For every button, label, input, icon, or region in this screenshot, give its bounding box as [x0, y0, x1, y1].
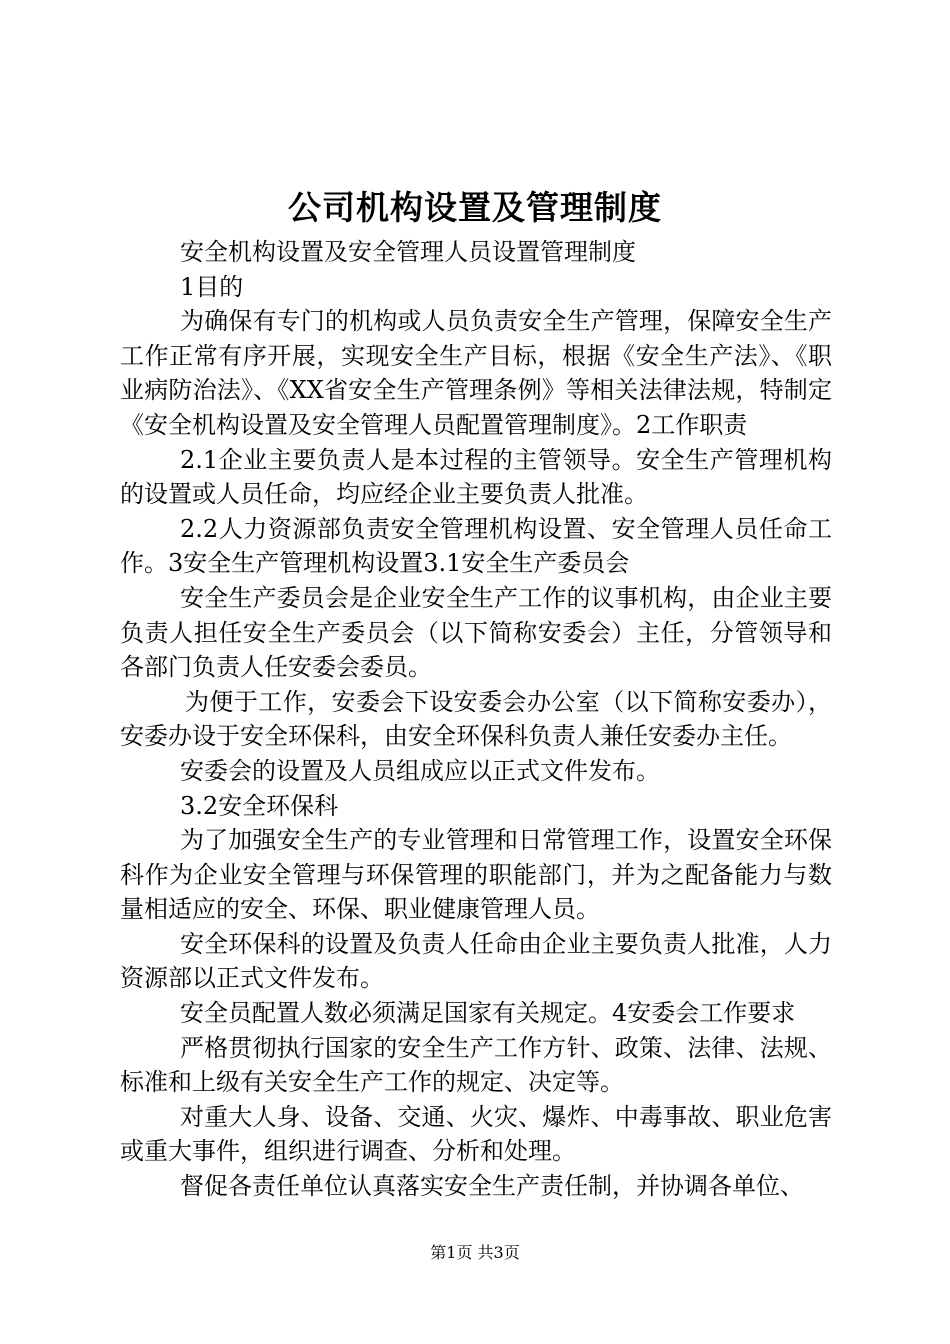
paragraph-section-3-2-heading: 3.2安全环保科	[180, 791, 339, 820]
page-footer: 第1页 共3页	[430, 1243, 520, 1262]
paragraph-responsibility: 督促各责任单位认真落实安全生产责任制，并协调各单位、	[180, 1172, 804, 1201]
paragraph-committee-office: 为便于工作，安委会下设安委会办公室（以下简称安委办），安委办设于安全环保科，由安全环保科负责人兼任安委办主任。	[120, 687, 832, 751]
paragraph-policy: 严格贯彻执行国家的安全生产工作方针、政策、法律、法规、标准和上级有关安全生产工作的规定、决定等。	[120, 1033, 832, 1097]
paragraph-department-appointment: 安全环保科的设置及负责人任命由企业主要负责人批准，人力资源部以正式文件发布。	[120, 929, 832, 993]
paragraph-staffing: 安全员配置人数必须满足国家有关规定。4安委会工作要求	[180, 999, 796, 1028]
paragraph-committee-publish: 安委会的设置及人员组成应以正式文件发布。	[180, 756, 660, 785]
paragraph-subtitle: 安全机构设置及安全管理人员设置管理制度	[180, 238, 636, 266]
paragraph-investigation: 对重大人身、设备、交通、火灾、爆炸、中毒事故、职业危害或重大事件，组织进行调查、分析和处理。	[120, 1102, 832, 1166]
paragraph-2-2: 2.2人力资源部负责安全管理机构设置、安全管理人员任命工作。3安全生产管理机构设置3.1安全生产委员会	[120, 514, 832, 578]
paragraph-2-1: 2.1企业主要负责人是本过程的主管领导。安全生产管理机构的设置或人员任命，均应经企业主要负责人批准。	[120, 445, 832, 509]
paragraph-purpose: 为确保有专门的机构或人员负责安全生产管理，保障安全生产工作正常有序开展，实现安全生产目标，根据《安全生产法》、《职业病防治法》、《XX省安全生产管理条例》等相关法律法规，特制定《安全机构设置及安全管理人员配置管理制度》。2工作职责	[120, 307, 832, 439]
document-body	[120, 235, 832, 1204]
paragraph-safety-department: 为了加强安全生产的专业管理和日常管理工作，设置安全环保科作为企业安全管理与环保管理的职能部门，并为之配备能力与数量相适应的安全、环保、职业健康管理人员。	[120, 826, 832, 924]
paragraph-committee: 安全生产委员会是企业安全生产工作的议事机构，由企业主要负责人担任安全生产委员会（以下简称安委会）主任，分管领导和各部门负责人任安委会委员。	[120, 583, 832, 682]
paragraph-section-1-heading: 1目的	[180, 272, 244, 301]
document-title: 公司机构设置及管理制度	[288, 188, 662, 227]
